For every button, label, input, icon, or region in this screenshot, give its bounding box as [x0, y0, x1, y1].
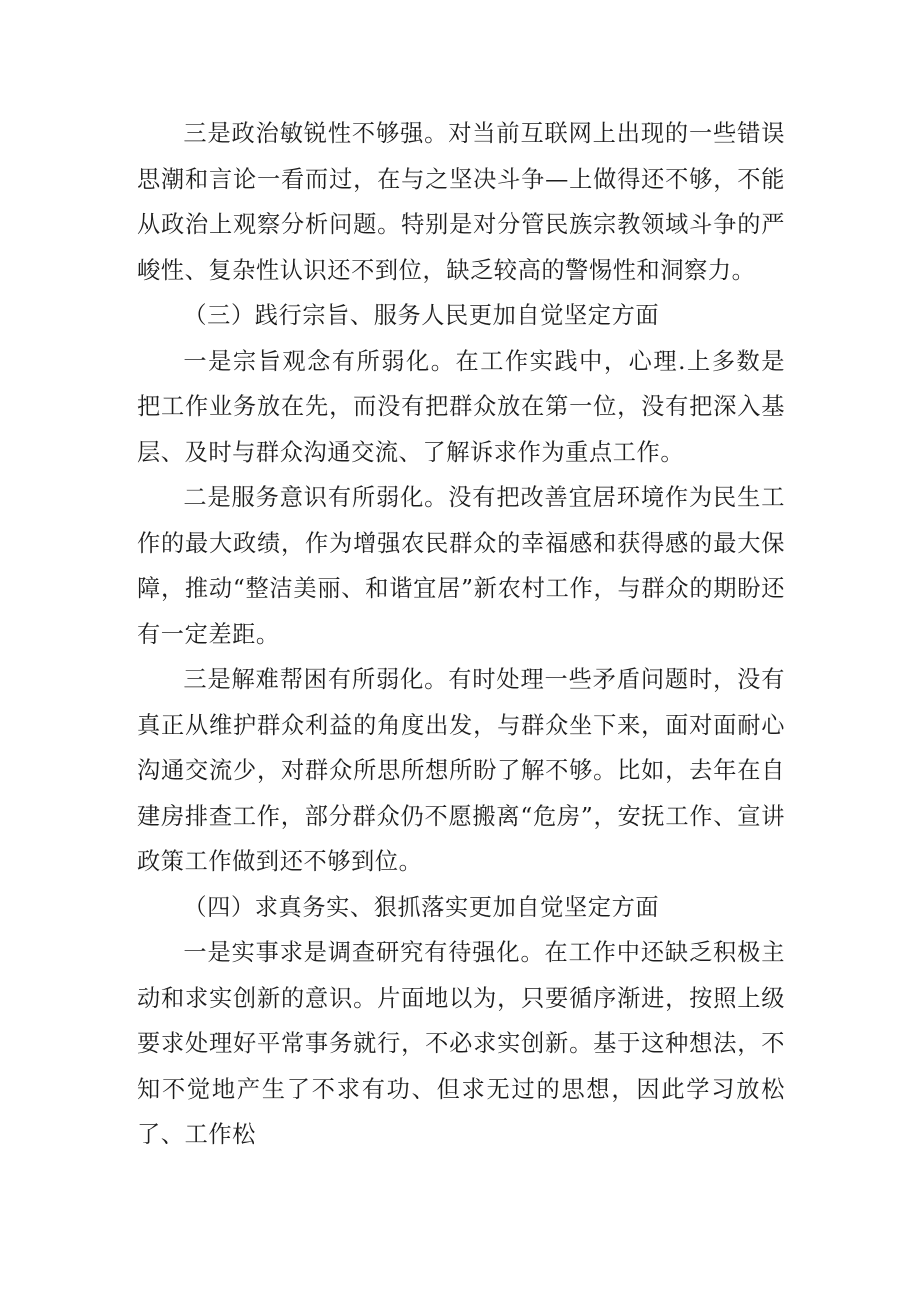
document-body — [137, 111, 785, 1158]
paragraph-service-awareness: 二是服务意识有所弱化。没有把改善宜居环境作为民生工作的最大政绩，作为增强农民群众的幸福感和获得感的最大保障，推动“整洁美丽、和谐宜居”新农村工作，与群众的期盼还有一定差距。 — [137, 484, 785, 648]
paragraph-purpose-concept: 一是宗旨观念有所弱化。在工作实践中，心理.上多数是把工作业务放在先，而没有把群众放在第一位，没有把深入基层、及时与群众沟通交流、了解诉求作为重点工作。 — [137, 347, 785, 466]
section-heading-practical-work: （四）求真务实、狠抓落实更加自觉坚定方面 — [183, 893, 660, 921]
paragraph-investigation-research: 一是实事求是调查研究有待强化。在工作中还缺乏积极主动和求实创新的意识。片面地以为，只要循序渐进，按照上级要求处理好平常事务就行，不必求实创新。基于这种想法，不知不觉地产生了不求有功、但求无过的思想，因此学习放松了、工作松 — [137, 939, 785, 1148]
paragraph-solving-difficulties: 三是解难帮困有所弱化。有时处理一些矛盾问题时，没有真正从维护群众利益的角度出发，与群众坐下来，面对面耐心沟通交流少，对群众所思所想所盼了解不够。比如，去年在自建房排查工作，部分群众仍不愿搬离“危房”，安抚工作、宣讲政策工作做到还不够到位。 — [137, 666, 785, 875]
paragraph-political-sensitivity: 三是政治敏锐性不够强。对当前互联网上出现的一些错误思潮和言论一看而过，在与之坚决斗争—上做得还不够，不能从政治上观察分析问题。特别是对分管民族宗教领域斗争的严峻性、复杂性认识还不到位，缺乏较高的警惕性和洞察力。 — [137, 120, 785, 284]
section-heading-serve-people: （三）践行宗旨、服务人民更加自觉坚定方面 — [183, 302, 660, 329]
